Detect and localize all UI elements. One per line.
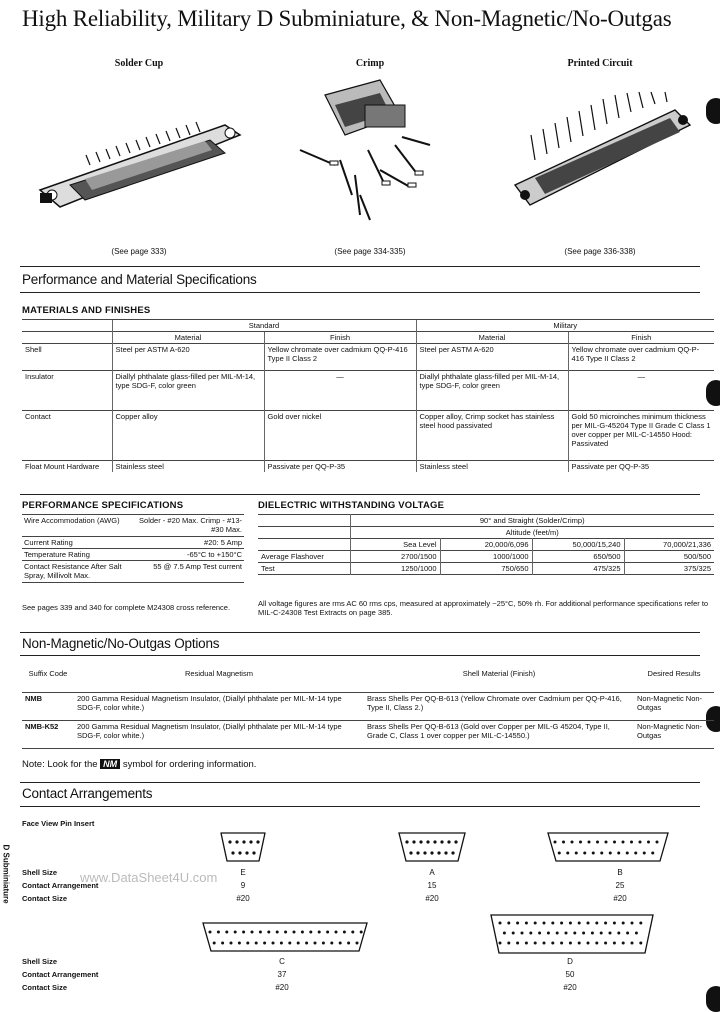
- contact-arrangement-label: Contact Arrangement: [22, 881, 99, 890]
- pin-dot: [284, 931, 287, 934]
- pin-dot: [225, 931, 228, 934]
- table-row: [258, 563, 714, 575]
- col-suffix: Suffix Code: [28, 669, 68, 678]
- pin-dot: [573, 932, 576, 935]
- see-page-crimp: (See page 334-335): [334, 247, 406, 256]
- pin-dot: [556, 932, 559, 935]
- pin-dot: [499, 922, 502, 925]
- pin-dot: [356, 942, 359, 945]
- pin-dot: [591, 932, 594, 935]
- cell: 475/325: [532, 563, 624, 575]
- pin-dot: [293, 931, 296, 934]
- pin-dot: [339, 942, 342, 945]
- dielectric-title: DIELECTRIC WITHSTANDING VOLTAGE: [258, 500, 445, 511]
- pin-dot: [622, 922, 625, 925]
- cell: Brass Shells Per QQ-B-613 (Gold over Copper per MIL-G 45204, Type II, Grade C, Class 1 over copper per MIL-C-14550.): [367, 721, 610, 740]
- pin-dot: [554, 841, 557, 844]
- cell: Steel per ASTM A-620: [112, 344, 264, 371]
- connector-d50-diagram: [488, 912, 656, 956]
- pin-dot: [578, 922, 581, 925]
- side-tab-marker: [706, 98, 720, 124]
- pin-dot: [595, 922, 598, 925]
- pin-dot: [272, 942, 275, 945]
- pin-dot: [565, 932, 568, 935]
- product-label-printed-circuit: Printed Circuit: [567, 58, 633, 69]
- row-label: Temperature Rating: [24, 550, 90, 559]
- pin-dot: [569, 922, 572, 925]
- pin-dot: [626, 852, 629, 855]
- pin-dot: [634, 852, 637, 855]
- pin-dot: [656, 841, 659, 844]
- col-finish: Finish: [264, 332, 416, 344]
- pin-dot: [230, 942, 233, 945]
- pin-dot: [330, 942, 333, 945]
- cell: 750/650: [440, 563, 532, 575]
- side-tab-marker: [706, 986, 720, 1012]
- pin-dot: [582, 932, 585, 935]
- pin-dot: [605, 841, 608, 844]
- cell: Diallyl phthalate glass-filled per MIL-M-14, type SDG-F, color green: [112, 371, 264, 411]
- nonmag-table: [22, 668, 714, 749]
- note-prefix: Note: Look for the: [22, 759, 98, 770]
- cell: Copper alloy, Crimp socket has stainless steel hood passivated: [416, 411, 568, 461]
- pin-dot: [578, 942, 581, 945]
- row-label: Insulator: [22, 371, 112, 411]
- pin-dot: [609, 852, 612, 855]
- cell: 1000/1000: [440, 551, 532, 563]
- printed-circuit-connector-image: [505, 90, 705, 225]
- row-label: Float Mount Hardware: [22, 461, 112, 473]
- cell: 650/500: [532, 551, 624, 563]
- cell: Solder - #20 Max. Crimp - #13-#30 Max.: [139, 516, 242, 534]
- pin-dot: [525, 942, 528, 945]
- pin-dot: [246, 942, 249, 945]
- pin-dot: [592, 852, 595, 855]
- pin-dot: [534, 922, 537, 925]
- pin-dot: [569, 942, 572, 945]
- pin-dot: [301, 931, 304, 934]
- pin-dot: [588, 841, 591, 844]
- pin-dot: [639, 922, 642, 925]
- cell: 375/325: [624, 563, 714, 575]
- row-label: Wire Accommodation (AWG): [24, 516, 120, 525]
- pin-dot: [259, 931, 262, 934]
- contact-arrangement-label: Contact Arrangement: [22, 970, 99, 979]
- cell: Stainless steel: [112, 461, 264, 473]
- pin-dot: [609, 932, 612, 935]
- pin-dot: [639, 942, 642, 945]
- cell: Passivate per QQ-P-35: [264, 461, 416, 473]
- contact-size-label: Contact Size: [22, 894, 68, 903]
- row-label: Contact Resistance After Salt Spray, Millivolt Max.: [24, 562, 122, 580]
- pin-dot: [242, 931, 245, 934]
- group-standard: Standard: [112, 320, 416, 332]
- cell: 200 Gamma Residual Magnetism Insulator, (Diallyl phthalate per MIL-M-14 type SDG-F, color white.): [77, 693, 342, 712]
- pin-dot: [314, 942, 317, 945]
- pin-dot: [543, 922, 546, 925]
- arrangement-value: 9: [240, 881, 246, 890]
- pin-dot: [560, 942, 563, 945]
- pin-dot: [551, 922, 554, 925]
- cell: Non-Magnetic Non-Outgas: [637, 693, 703, 712]
- pin-dot: [221, 942, 224, 945]
- dielectric-group: 90° and Straight (Solder/Crimp): [350, 515, 714, 527]
- pin-dot: [516, 942, 519, 945]
- table-row: [22, 461, 714, 473]
- pin-dot: [309, 931, 312, 934]
- cell: -65°C to +150°C: [187, 550, 242, 559]
- section-rule: [20, 632, 700, 633]
- pin-dot: [630, 841, 633, 844]
- pin-dot: [217, 931, 220, 934]
- section-rule: [20, 494, 700, 495]
- table-row: [22, 371, 714, 411]
- section-rule: [20, 806, 700, 807]
- pin-dot: [613, 942, 616, 945]
- table-row: [22, 549, 244, 561]
- section-rule: [20, 266, 700, 267]
- arrangement-value: 50: [565, 970, 575, 979]
- pin-dot: [351, 931, 354, 934]
- cell: Non-Magnetic Non-Outgas: [637, 721, 703, 740]
- pin-dot: [276, 931, 279, 934]
- col-header: 20,000/6,096: [440, 539, 532, 551]
- shell-size-label: Shell Size: [22, 957, 58, 966]
- pin-dot: [525, 922, 528, 925]
- pin-dot: [360, 931, 363, 934]
- cell: Passivate per QQ-P-35: [568, 461, 714, 473]
- pin-dot: [600, 932, 603, 935]
- cell: 2700/1500: [350, 551, 440, 563]
- shell-size-value: B: [617, 868, 623, 877]
- table-row: [22, 344, 714, 371]
- pin-dot: [499, 942, 502, 945]
- pin-dot: [622, 841, 625, 844]
- pin-dot: [626, 932, 629, 935]
- col-residual: Residual Magnetism: [185, 669, 253, 678]
- table-row: [22, 561, 244, 583]
- shell-size-value: A: [429, 868, 435, 877]
- cell: Yellow chromate over cadmium QQ-P-416 Type II Class 2: [264, 344, 416, 371]
- table-row: [258, 551, 714, 563]
- pin-dot: [635, 932, 638, 935]
- pin-dot: [647, 841, 650, 844]
- pin-dot: [529, 932, 532, 935]
- pin-dot: [288, 942, 291, 945]
- pin-dot: [617, 932, 620, 935]
- pin-dot: [209, 931, 212, 934]
- pin-dot: [326, 931, 329, 934]
- pin-dot: [631, 922, 634, 925]
- pin-dot: [213, 942, 216, 945]
- pin-dot: [571, 841, 574, 844]
- pin-dot: [575, 852, 578, 855]
- row-label: Current Rating: [24, 538, 73, 547]
- arrangement-value: 15: [427, 881, 437, 890]
- cell: Diallyl phthalate glass-filled per MIL-M-14, type SDG-F, color green: [416, 371, 568, 411]
- suffix-code: NMB: [25, 693, 43, 703]
- pin-dot: [507, 942, 510, 945]
- contact-size-label: Contact Size: [22, 983, 68, 992]
- pin-dot: [560, 922, 563, 925]
- pin-dot: [566, 852, 569, 855]
- pin-dot: [263, 942, 266, 945]
- pin-dot: [547, 932, 550, 935]
- materials-table: [22, 319, 714, 472]
- pin-dot: [617, 852, 620, 855]
- pin-dot: [335, 931, 338, 934]
- solder-cup-connector-image: [30, 115, 250, 220]
- connector-c37-diagram: [200, 920, 370, 954]
- note-suffix: symbol for ordering information.: [122, 759, 257, 770]
- performance-specs-title: PERFORMANCE SPECIFICATIONS: [22, 500, 184, 511]
- contact-size-value: #20: [613, 894, 627, 903]
- pin-dot: [543, 942, 546, 945]
- pin-dot: [347, 942, 350, 945]
- row-label: Average Flashover: [261, 552, 324, 561]
- cell: —: [264, 371, 416, 411]
- dielectric-table: [258, 514, 714, 575]
- pin-dot: [604, 942, 607, 945]
- pin-dot: [551, 942, 554, 945]
- pin-dot: [507, 922, 510, 925]
- section-heading-contacts: Contact Arrangements: [22, 786, 153, 801]
- cell: —: [568, 371, 714, 411]
- pin-dot: [651, 852, 654, 855]
- pin-dot: [583, 852, 586, 855]
- contact-size-value: #20: [275, 983, 289, 992]
- section-rule: [20, 782, 700, 783]
- table-row: [22, 692, 714, 720]
- pin-dot: [631, 942, 634, 945]
- col-finish: Finish: [568, 332, 714, 344]
- shell-size-label: Shell Size: [22, 868, 58, 877]
- crimp-connector-image: [290, 75, 460, 225]
- face-view-label: Face View Pin Insert: [22, 819, 95, 828]
- pin-dot: [512, 932, 515, 935]
- col-material: Material: [416, 332, 568, 344]
- nm-symbol-icon: NM: [100, 759, 120, 769]
- section-rule: [20, 655, 700, 656]
- cell: Gold 50 microinches minimum thickness per MIL-G-45204 Type II Grade C Class 1 over copper per MIL-C-14550 Hood: Passivated: [568, 411, 714, 461]
- cell: 500/500: [624, 551, 714, 563]
- pin-dot: [267, 931, 270, 934]
- cell: Brass Shells Per QQ-B-613 (Yellow Chromate over Cadmium per QQ-P-416, Type II, Class 2.): [367, 693, 622, 712]
- row-label: Shell: [22, 344, 112, 371]
- pin-dot: [579, 841, 582, 844]
- pin-dot: [534, 942, 537, 945]
- pin-dot: [639, 841, 642, 844]
- materials-finishes-title: MATERIALS AND FINISHES: [22, 305, 151, 316]
- shell-size-value: C: [279, 957, 285, 966]
- cell: 55 @ 7.5 Amp Test current: [153, 562, 242, 571]
- side-tab-label: D Subminiature: [1, 844, 11, 904]
- col-material: Material: [112, 332, 264, 344]
- pin-dot: [503, 932, 506, 935]
- pin-dot: [604, 922, 607, 925]
- watermark: www.DataSheet4U.com: [80, 870, 218, 885]
- section-rule: [20, 292, 700, 293]
- cell: 200 Gamma Residual Magnetism Insulator, (Diallyl phthalate per MIL-M-14 type SDG-F, color white.): [77, 721, 342, 740]
- cell: Gold over nickel: [264, 411, 416, 461]
- col-header: 50,000/15,240: [532, 539, 624, 551]
- row-label: Test: [261, 564, 275, 573]
- dielectric-note: All voltage figures are rms AC 60 rms cps, measured at approximately ~25°C, 50% rh. For additional performance specifications refer to MIL-C-24308 Test Extracts on page 385.: [258, 599, 709, 617]
- pin-dot: [343, 931, 346, 934]
- page-title: High Reliability, Military D Subminiature, & Non-Magnetic/No-Outgas: [22, 6, 672, 31]
- table-row: [22, 515, 244, 537]
- product-label-crimp: Crimp: [355, 58, 385, 69]
- performance-table: [22, 514, 244, 583]
- cell: Yellow chromate over cadmium QQ-P-416 Type II Class 2: [568, 344, 714, 371]
- cell: #20: 5 Amp: [204, 538, 242, 547]
- shell-size-value: D: [567, 957, 573, 966]
- shell-size-value: E: [240, 868, 246, 877]
- table-row: [22, 411, 714, 461]
- pin-dot: [318, 931, 321, 934]
- contact-size-value: #20: [425, 894, 439, 903]
- pin-dot: [613, 841, 616, 844]
- arrangement-value: 37: [277, 970, 287, 979]
- pin-dot: [558, 852, 561, 855]
- table-row: [22, 720, 714, 748]
- group-military: Military: [416, 320, 714, 332]
- cell: 1250/1000: [350, 563, 440, 575]
- connector-b25-diagram: [545, 830, 671, 864]
- cell: Copper alloy: [112, 411, 264, 461]
- altitude-label: Altitude (feet/m): [350, 527, 714, 539]
- pin-dot: [587, 942, 590, 945]
- pin-dot: [305, 942, 308, 945]
- col-header: Sea Level: [350, 539, 440, 551]
- pin-dot: [297, 942, 300, 945]
- pin-dot: [521, 932, 524, 935]
- section-heading-nonmag: Non-Magnetic/No-Outgas Options: [22, 636, 220, 651]
- pin-dot: [251, 931, 254, 934]
- see-page-solder-cup: (See page 333): [111, 247, 167, 256]
- pin-dot: [587, 922, 590, 925]
- section-heading-performance-material: Performance and Material Specifications: [22, 272, 257, 287]
- row-label: Contact: [22, 411, 112, 461]
- table-row: [22, 537, 244, 549]
- pin-dot: [600, 852, 603, 855]
- contact-size-value: #20: [236, 894, 250, 903]
- see-page-printed-circuit: (See page 336-338): [564, 247, 636, 256]
- connector-a15-diagram: [396, 830, 468, 864]
- nonmag-note: [22, 759, 256, 770]
- arrangement-value: 25: [615, 881, 625, 890]
- col-shell: Shell Material (Finish): [462, 669, 536, 678]
- pin-dot: [238, 942, 241, 945]
- pin-dot: [322, 942, 325, 945]
- performance-note: See pages 339 and 340 for complete M24308 cross reference.: [22, 603, 231, 612]
- cell: Steel per ASTM A-620: [416, 344, 568, 371]
- col-result: Desired Results: [647, 669, 701, 678]
- contact-size-value: #20: [563, 983, 577, 992]
- pin-dot: [596, 841, 599, 844]
- product-label-solder-cup: Solder Cup: [114, 58, 164, 69]
- col-header: 70,000/21,336: [624, 539, 714, 551]
- pin-dot: [516, 922, 519, 925]
- pin-dot: [255, 942, 258, 945]
- suffix-code: NMB-K52: [25, 721, 59, 731]
- pin-dot: [280, 942, 283, 945]
- pin-dot: [595, 942, 598, 945]
- pin-dot: [234, 931, 237, 934]
- cell: Stainless steel: [416, 461, 568, 473]
- pin-dot: [643, 852, 646, 855]
- pin-dot: [613, 922, 616, 925]
- pin-dot: [538, 932, 541, 935]
- connector-e9-diagram: [218, 830, 268, 864]
- pin-dot: [622, 942, 625, 945]
- pin-dot: [562, 841, 565, 844]
